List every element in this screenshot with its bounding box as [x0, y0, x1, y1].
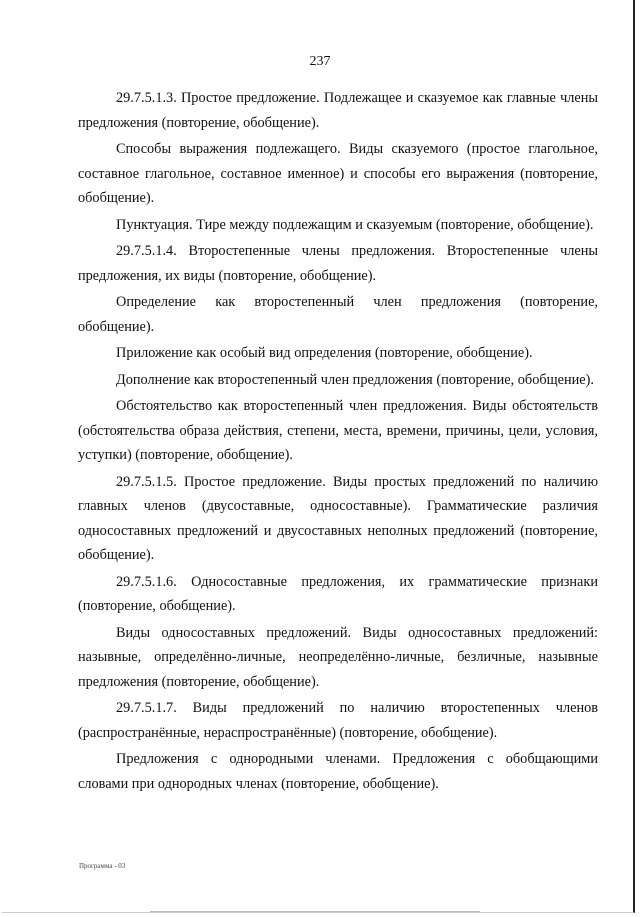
paragraph-subject-expression: Способы выражения подлежащего. Виды сказуемого (простое глагольное, составное глагольное, составное именное) и способы его выражения (повторение, обобщение). — [78, 141, 598, 206]
page-footer: Программа - 03 — [79, 862, 126, 870]
paragraph-apposition: Приложение как особый вид определения (повторение, обобщение). — [116, 345, 533, 361]
paragraph-29-7-5-1-7: 29.7.5.1.7. Виды предложений по наличию второстепенных членов (распространённые, нераспространённые) (повторение, обобщение). — [78, 700, 598, 741]
paragraph-29-7-5-1-6: 29.7.5.1.6. Односоставные предложения, их грамматические признаки (повторение, обобщение). — [78, 573, 598, 614]
paragraph-attribute: Определение как второстепенный член предложения (повторение, обобщение). — [78, 294, 598, 335]
paragraph-object: Дополнение как второстепенный член предложения (повторение, обобщение). — [116, 371, 594, 388]
paragraph-29-7-5-1-4: 29.7.5.1.4. Второстепенные члены предложения. Второстепенные члены предложения, их виды (повторение, обобщение). — [78, 243, 598, 284]
scan-artifact-line — [150, 911, 480, 912]
paragraph-29-7-5-1-3: 29.7.5.1.3. Простое предложение. Подлежащее и сказуемое как главные члены предложения (повторение, обобщение). — [78, 90, 598, 131]
paragraph-adverbial: Обстоятельство как второстепенный член предложения. Виды обстоятельств (обстоятельства образа действия, степени, места, времени, причины, цели, условия, уступки) (повторение, обобщение). — [78, 398, 598, 463]
paragraph-punctuation-dash: Пунктуация. Тире между подлежащим и сказуемым (повторение, обобщение). — [116, 216, 594, 233]
paragraph-29-7-5-1-5: 29.7.5.1.5. Простое предложение. Виды простых предложений по наличию главных членов (двусоставные, односоставные). Грамматические различия односоставных предложений и двусоставных неполных предложений (повторение, обобщение). — [78, 473, 598, 563]
paragraph-one-member-types: Виды односоставных предложений. Виды односоставных предложений: назывные, определённо-личные, неопределённо-личные, безличные, назывные предложения (повторение, обобщение). — [78, 624, 598, 690]
document-body — [78, 86, 598, 798]
paragraph-homogeneous-members: Предложения с однородными членами. Предложения с обобщающими словами при однородных членах (повторение, обобщение). — [78, 751, 598, 792]
page-number: 237 — [309, 54, 331, 69]
